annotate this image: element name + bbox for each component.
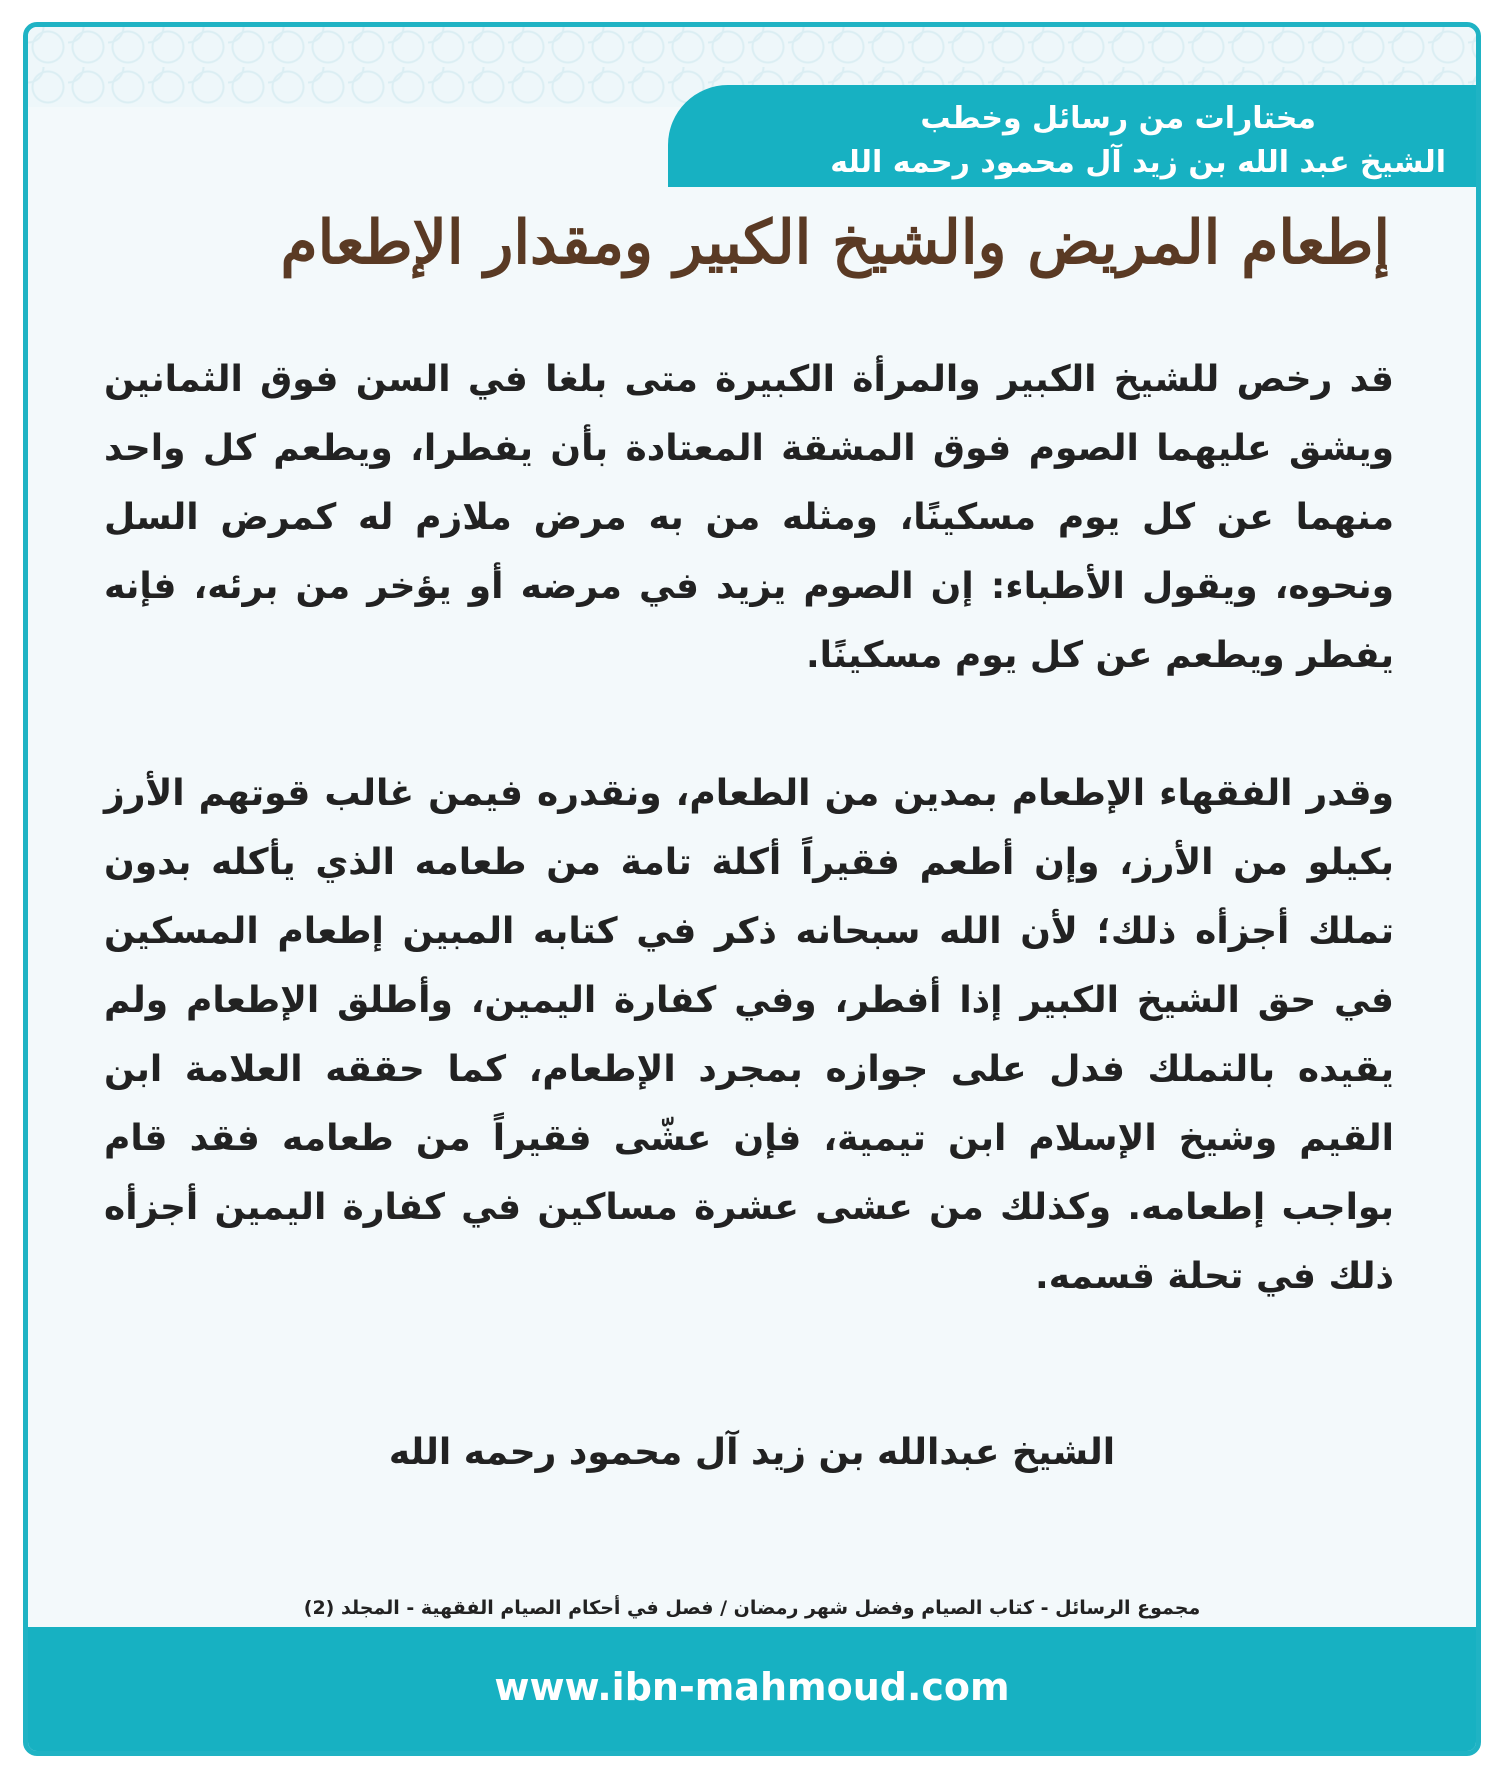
- paragraph-2: وقدر الفقهاء الإطعام بمدين من الطعام، ونقدره فيمن غالب قوتهم الأرز بكيلو من الأرز، وإن أطعم فقيراً أكلة تامة من طعامه الذي يأكله بدون تملك أجزأه ذلك؛ لأن الله سبحانه ذكر في كتابه المبين إطعام المسكين في حق الشيخ الكبير إذا أفطر، وفي كفارة اليمين، وأطلق الإطعام ولم يقيده بالتملك فدل على جوازه بمجرد الإطعام، كما حققه العلامة ابن القيم وشيخ الإسلام ابن تيمية، فإن عشّى فقيراً من طعامه فقد قام بواجب إطعامه. وكذلك من عشى عشرة مساكين في كفارة اليمين أجزأه ذلك في تحلة قسمه.: [104, 773, 1394, 1297]
- source-reference: مجموع الرسائل - كتاب الصيام وفضل شهر رمضان / فصل في أحكام الصيام الفقهية - المجلد (2): [303, 1597, 1201, 1619]
- header-banner: [668, 85, 1476, 187]
- footer-bar: [28, 1627, 1476, 1751]
- website-link[interactable]: www.ibn-mahmoud.com: [494, 1665, 1010, 1709]
- article-body: [104, 345, 1394, 1311]
- article-title: إطعام المريض والشيخ الكبير ومقدار الإطعام: [280, 208, 1390, 278]
- page-frame: [23, 22, 1481, 1756]
- header-line-2: الشيخ عبد الله بن زيد آل محمود رحمه الله: [830, 145, 1446, 180]
- header-line-1: مختارات من رسائل وخطب: [920, 101, 1316, 136]
- author-signature: الشيخ عبدالله بن زيد آل محمود رحمه الله: [388, 1432, 1116, 1473]
- paragraph-1: قد رخص للشيخ الكبير والمرأة الكبيرة متى بلغا في السن فوق الثمانين ويشق عليهما الصوم فوق المشقة المعتادة بأن يفطرا، ويطعم كل واحد منهما عن كل يوم مسكينًا، ومثله من به مرض ملازم له كمرض السل ونحوه، ويقول الأطباء: إن الصوم يزيد في مرضه أو يؤخر من برئه، فإنه يفطر ويطعم عن كل يوم مسكينًا.: [104, 359, 1394, 676]
